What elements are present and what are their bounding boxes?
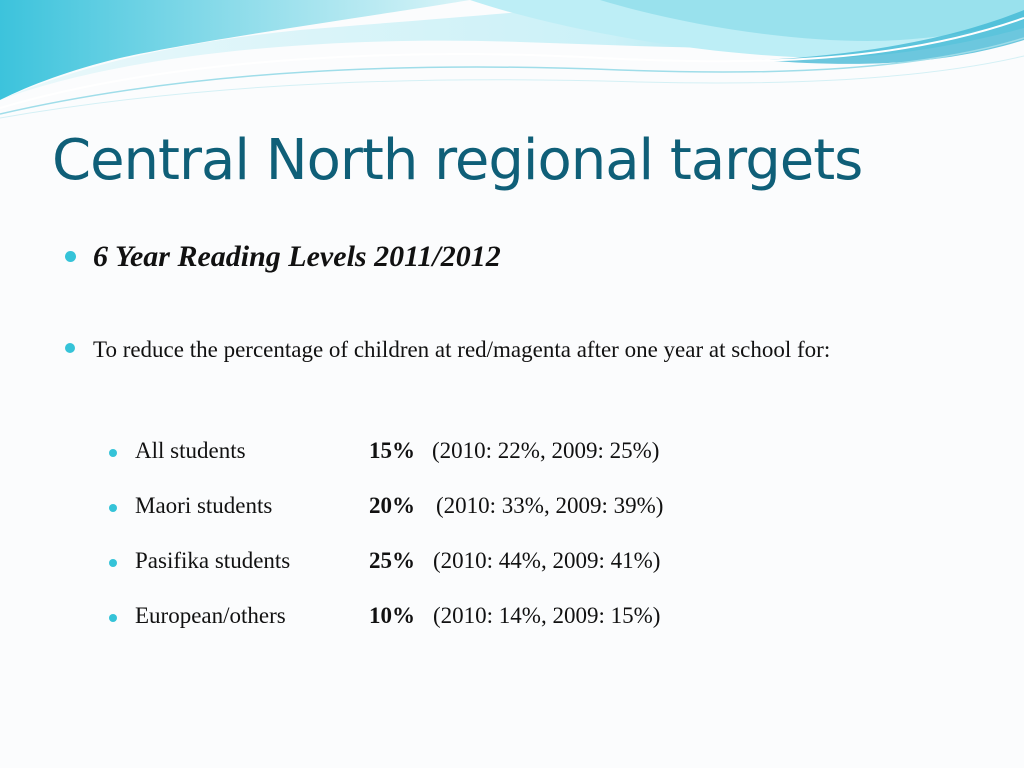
bullet-icon bbox=[65, 343, 75, 353]
slide-title: Central North regional targets bbox=[52, 128, 863, 193]
target-value: 25% bbox=[369, 548, 415, 573]
target-value: 10% bbox=[369, 603, 415, 628]
sub-bullet-icon bbox=[109, 559, 117, 567]
target-row-all bbox=[0, 438, 1024, 468]
group-label: Pasifika students bbox=[135, 548, 291, 573]
target-row-european bbox=[0, 603, 1024, 633]
decorative-wave-banner bbox=[0, 0, 1024, 130]
target-row-pasifika bbox=[0, 548, 1024, 578]
group-label: Maori students bbox=[135, 493, 273, 518]
bullet-icon bbox=[65, 251, 76, 262]
target-row-maori bbox=[0, 493, 1024, 523]
target-value: 15% bbox=[369, 438, 415, 463]
history-values: (2010: 14%, 2009: 15%) bbox=[433, 603, 661, 628]
target-value: 20% bbox=[369, 493, 415, 518]
history-values: (2010: 22%, 2009: 25%) bbox=[432, 438, 660, 463]
sub-bullet-icon bbox=[109, 504, 117, 512]
sub-bullet-icon bbox=[109, 449, 117, 457]
group-label: All students bbox=[135, 438, 246, 463]
history-values: (2010: 33%, 2009: 39%) bbox=[436, 493, 664, 518]
section-heading: 6 Year Reading Levels 2011/2012 bbox=[93, 240, 501, 273]
group-label: European/others bbox=[135, 603, 286, 628]
sub-bullet-icon bbox=[109, 614, 117, 622]
history-values: (2010: 44%, 2009: 41%) bbox=[433, 548, 661, 573]
target-description: To reduce the percentage of children at red/magenta after one year at school for: bbox=[93, 337, 831, 362]
